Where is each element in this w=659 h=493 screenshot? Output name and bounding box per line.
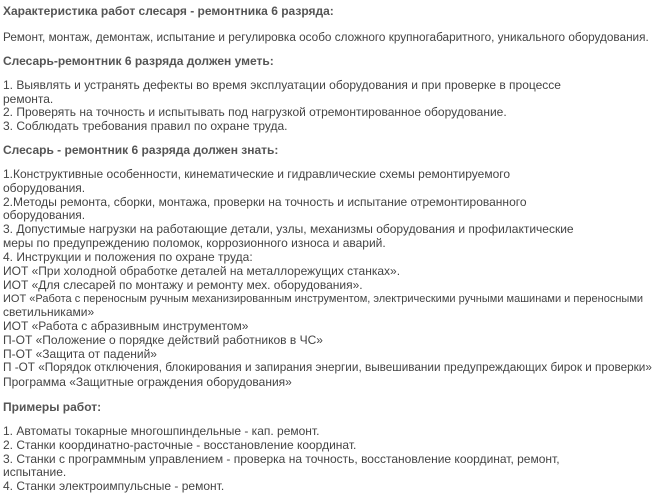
text-line: светильниками» bbox=[3, 305, 95, 319]
text-line: оборудования. bbox=[3, 208, 86, 222]
section-heading-knowledge: Слесарь - ремонтник 6 разряда должен знать: bbox=[3, 143, 279, 157]
text-line: 4. Станки электроимпульсные - ремонт. bbox=[3, 479, 225, 493]
text-line: ИОТ «Работа с абразивным инструментом» bbox=[3, 319, 249, 333]
section-heading-characteristics: Характеристика работ слесаря - ремонтника 6 разряда: bbox=[3, 4, 334, 18]
text-line: испытание. bbox=[3, 465, 67, 479]
text-line: 2. Проверять на точность и испытывать под нагрузкой отремонтированное оборудование. bbox=[3, 105, 507, 119]
text-line: П-ОТ «Положение о порядке действий работников в ЧС» bbox=[3, 333, 323, 347]
text-line: 3. Станки с программным управлением - проверка на точность, восстановление координат, ремонт, bbox=[3, 452, 560, 466]
text-line: ИОТ «При холодной обработке деталей на металлорежущих станках». bbox=[3, 264, 401, 278]
text-line: 1. Автоматы токарные многошпиндельные - кап. ремонт. bbox=[3, 424, 320, 438]
text-line: 4. Инструкции и положения по охране труда: bbox=[3, 250, 253, 264]
section-heading-examples: Примеры работ: bbox=[3, 400, 102, 414]
text-line: 2.Методы ремонта, сборки, монтажа, проверки на точность и испытание отремонтированного bbox=[3, 195, 527, 209]
text-line: П-ОТ «Защита от падений» bbox=[3, 347, 157, 361]
text-line: ИОТ «Для слесарей по монтажу и ремонту мех. оборудования». bbox=[3, 278, 363, 292]
text-line: ИОТ «Работа с переносным ручным механизированным инструментом, электрическими ручными машинами и переносными bbox=[3, 293, 644, 305]
text-line: ремонта. bbox=[3, 92, 54, 106]
text-line: 3. Соблюдать требования правил по охране труда. bbox=[3, 119, 288, 133]
section-heading-skills: Слесарь-ремонтник 6 разряда должен уметь: bbox=[3, 54, 274, 68]
text-line: 1.Конструктивные особенности, кинематические и гидравлические схемы ремонтируемого bbox=[3, 167, 511, 181]
text-line: меры по предупреждению поломок, коррозионного износа и аварий. bbox=[3, 236, 386, 250]
text-line: Ремонт, монтаж, демонтаж, испытание и регулировка особо сложного крупногабаритного, уникального оборудования. bbox=[3, 31, 649, 44]
text-line: Программа «Защитные ограждения оборудования» bbox=[3, 375, 292, 389]
text-line: оборудования. bbox=[3, 181, 86, 195]
text-line: 3. Допустимые нагрузки на работающие детали, узлы, механизмы оборудования и профилактические bbox=[3, 222, 574, 236]
text-line: 1. Выявлять и устранять дефекты во время эксплуатации оборудования и при проверке в процессе bbox=[3, 78, 561, 92]
text-line: П -ОТ «Порядок отключения, блокирования и запирания энергии, вывешивании предупреждающих бирок и проверки» bbox=[3, 361, 652, 374]
text-line: 2. Станки координатно-расточные - восстановление координат. bbox=[3, 438, 357, 452]
